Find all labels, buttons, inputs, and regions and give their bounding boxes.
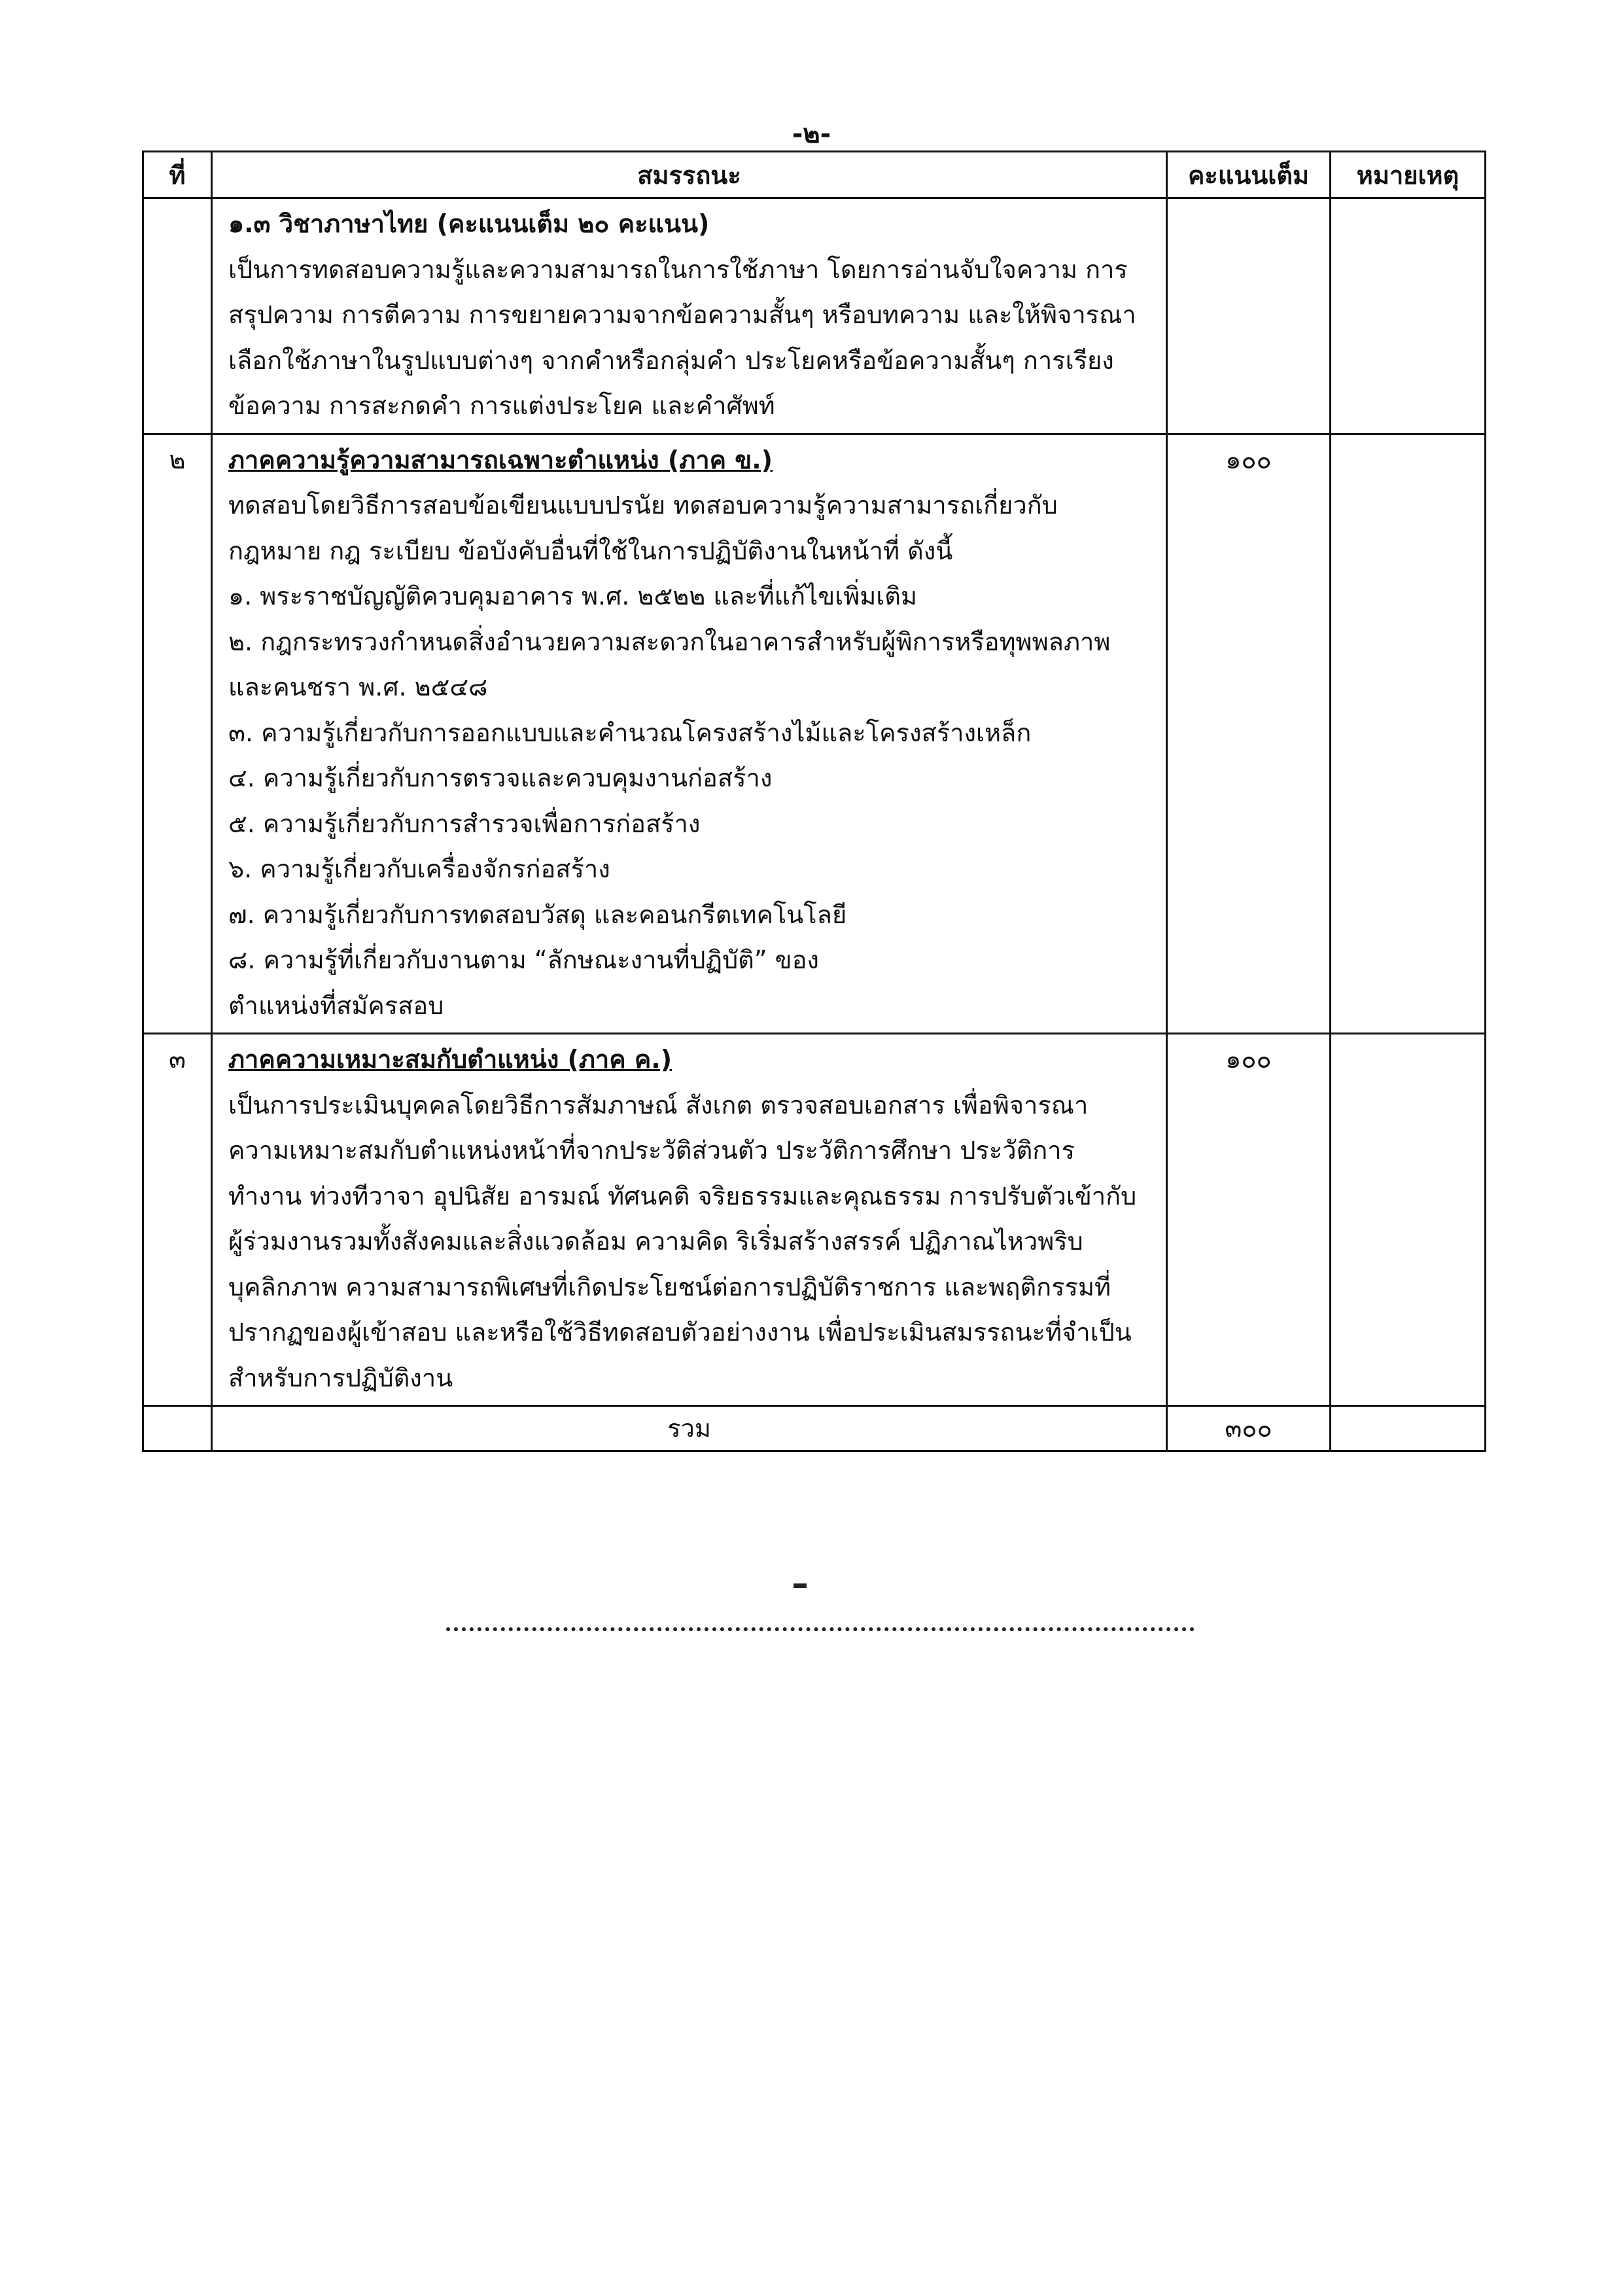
score-cell: ๑๐๐ [1167, 1034, 1331, 1406]
remark-cell [1331, 198, 1486, 434]
total-score: ๓๐๐ [1167, 1406, 1331, 1451]
header-remark: หมายเหตุ [1331, 152, 1486, 198]
text-line: ๓. ความรู้เกี่ยวกับการออกแบบและคำนวณโครงสร้างไม้และโครงสร้างเหล็ก [228, 718, 1032, 747]
text-line: ๖. ความรู้เกี่ยวกับเครื่องจักรก่อสร้าง [228, 855, 610, 883]
remark-cell [1331, 434, 1486, 1034]
competency-cell [212, 1034, 1167, 1406]
page-number: -๒- [792, 119, 831, 149]
total-remark-cell [1331, 1406, 1486, 1451]
text-line: กฎหมาย กฎ ระเบียบ ข้อบังคับอื่นที่ใช้ในการปฏิบัติงานในหน้าที่ ดังนี้ [228, 536, 953, 565]
section-heading: ภาคความเหมาะสมกับตำแหน่ง (ภาค ค.) [228, 1045, 672, 1074]
text-line: ทดสอบโดยวิธีการสอบข้อเขียนแบบปรนัย ทดสอบความรู้ความสามารถเกี่ยวกับ [228, 491, 1058, 520]
text-line: ความเหมาะสมกับตำแหน่งหน้าที่จากประวัติส่วนตัว ประวัติการศึกษา ประวัติการ [228, 1136, 1075, 1165]
table-row [143, 434, 1486, 1034]
text-line: บุคลิกภาพ ความสามารถพิเศษที่เกิดประโยชน์ต่อการปฏิบัติราชการ และพฤติกรรมที่ [228, 1272, 1111, 1301]
header-no: ที่ [143, 152, 212, 198]
header-full-score: คะแนนเต็ม [1167, 152, 1331, 198]
dotted-divider [446, 1627, 1195, 1631]
text-line: ๕. ความรู้เกี่ยวกับการสำรวจเพื่อการก่อสร้าง [228, 809, 701, 838]
total-row [143, 1406, 1486, 1451]
table-row [143, 198, 1486, 434]
row-number [143, 198, 212, 434]
text-line: สรุปความ การตีความ การขยายความจากข้อความสั้นๆ หรือบทความ และให้พิจารณา [228, 300, 1136, 329]
section-heading: ๑.๓ วิชาภาษาไทย (คะแนนเต็ม ๒๐ คะแนน) [228, 209, 710, 238]
text-line: สำหรับการปฏิบัติงาน [228, 1363, 453, 1392]
table-header-row [143, 152, 1486, 198]
total-no-cell [143, 1406, 212, 1451]
competency-cell [212, 198, 1167, 434]
competency-cell [212, 434, 1167, 1034]
text-line: ข้อความ การสะกดคำ การแต่งประโยค และคำศัพท์ [228, 391, 775, 420]
text-line: และคนชรา พ.ศ. ๒๕๔๘ [228, 673, 488, 701]
row-number: ๒ [143, 434, 212, 1034]
text-line: ๔. ความรู้เกี่ยวกับการตรวจและควบคุมงานก่อสร้าง [228, 764, 773, 792]
end-mark [794, 1583, 807, 1588]
score-cell [1167, 198, 1331, 434]
text-line: ๑. พระราชบัญญัติควบคุมอาคาร พ.ศ. ๒๕๒๒ และที่แก้ไขเพิ่มเติม [228, 582, 918, 610]
text-line: เป็นการประเมินบุคคลโดยวิธีการสัมภาษณ์ สังเกต ตรวจสอบเอกสาร เพื่อพิจารณา [228, 1090, 1089, 1120]
section-heading: ภาคความรู้ความสามารถเฉพาะตำแหน่ง (ภาค ข.) [228, 445, 773, 474]
text-line: เป็นการทดสอบความรู้และความสามารถในการใช้ภาษา โดยการอ่านจับใจความ การ [228, 255, 1128, 284]
table-row [143, 1034, 1486, 1406]
total-label: รวม [212, 1406, 1167, 1451]
text-line: ๒. กฎกระทรวงกำหนดสิ่งอำนวยความสะดวกในอาคารสำหรับผู้พิการหรือทุพพลภาพ [228, 627, 1111, 656]
row-number: ๓ [143, 1034, 212, 1406]
text-line: เลือกใช้ภาษาในรูปแบบต่างๆ จากคำหรือกลุ่มคำ ประโยคหรือข้อความสั้นๆ การเรียง [228, 345, 1114, 375]
text-line: ผู้ร่วมงานรวมทั้งสังคมและสิ่งแวดล้อม ความคิด ริเริ่มสร้างสรรค์ ปฏิภาณไหวพริบ [228, 1227, 1083, 1256]
header-competency: สมรรถนะ [212, 152, 1167, 198]
text-line: ตำแหน่งที่สมัครสอบ [228, 991, 444, 1020]
remark-cell [1331, 1034, 1486, 1406]
score-cell: ๑๐๐ [1167, 434, 1331, 1034]
competency-table [142, 150, 1486, 1452]
text-line: ๘. ความรู้ที่เกี่ยวกับงานตาม “ลักษณะงานที่ปฏิบัติ” ของ [228, 945, 819, 974]
text-line: ทำงาน ท่วงทีวาจา อุปนิสัย อารมณ์ ทัศนคติ จริยธรรมและคุณธรรม การปรับตัวเข้ากับ [228, 1181, 1137, 1210]
text-line: ๗. ความรู้เกี่ยวกับการทดสอบวัสดุ และคอนกรีตเทคโนโลยี [228, 900, 847, 929]
text-line: ปรากฏของผู้เข้าสอบ และหรือใช้วิธีทดสอบตัวอย่างงาน เพื่อประเมินสมรรถนะที่จำเป็น [228, 1318, 1132, 1347]
